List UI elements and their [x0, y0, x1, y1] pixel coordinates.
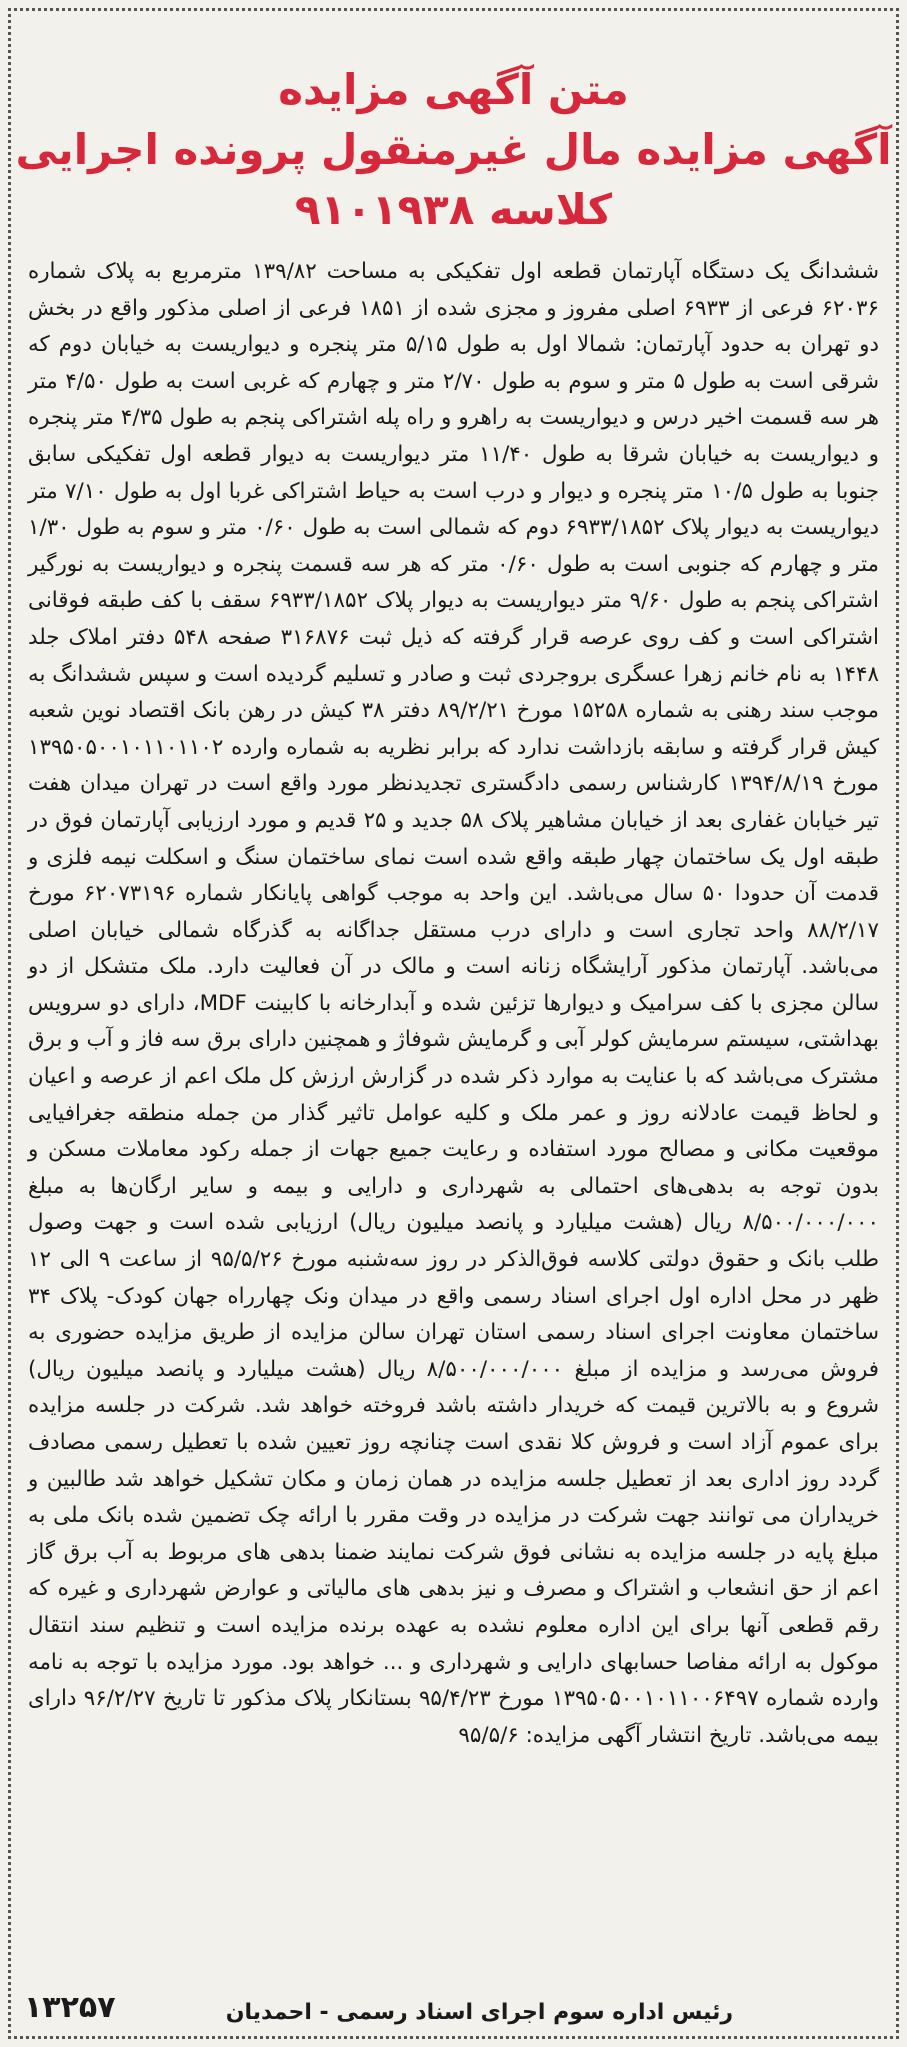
- ad-code: ۱۳۲۵۷: [24, 1990, 116, 2025]
- notice-title: متن آگهی مزایده: [278, 65, 629, 114]
- notice-header: [12, 14, 895, 240]
- signature-line: رئیس اداره سوم اجرای اسناد رسمی - احمدیان: [225, 2000, 733, 2025]
- notice-subtitle: آگهی مزایده مال غیرمنقول پرونده اجرایی: [15, 125, 892, 174]
- notice-footer: [24, 1990, 883, 2025]
- notice-body: ششدانگ یک دستگاه آپارتمان قطعه اول تفکیکی به مساحت ۱۳۹/۸۲ مترمربع به پلاک شماره ۶۲۰۳۶ فرعی از ۶۹۳۳ اصلی مفروز و مجزی شده از ۱۸۵۱ فرعی از اصلی مذکور واقع در بخش دو تهران به حدود آپارتمان: شمالا اول به طول ۵/۱۵ متر پنجره و دیواریست به خیابان دوم که شرقی است به طول ۵ متر و سوم به طول ۲/۷۰ متر و چهارم که غربی است به طول ۴/۵۰ متر هر سه قسمت اخیر درس و دیواریست به راهرو و راه پله اشتراکی پنجم به طول ۴/۳۵ متر پنجره و دیواریست به خیابان شرقا به طول ۱۱/۴۰ متر دیواریست به دیوار قطعه اول تفکیکی سابق جنوبا به طول ۱۰/۵ متر پنجره و دیوار و درب است به حیاط اشتراکی غربا اول به طول ۷/۱۰ متر دیواریست به دیوار پلاک ۶۹۳۳/۱۸۵۲ دوم که شمالی است به طول ۰/۶۰ متر و سوم به طول ۱/۳۰ متر و چهارم که جنوبی است به طول ۰/۶۰ متر که هر سه قسمت پنجره و دیواریست به نورگیر اشتراکی پنجم به طول ۹/۶۰ متر دیواریست به دیوار پلاک ۶۹۳۳/۱۸۵۲ سقف با کف طبقه فوقانی اشتراکی است و کف روی عرصه قرار گرفته که ذیل ثبت ۳۱۶۸۷۶ صفحه ۵۴۸ دفتر املاک جلد ۱۴۴۸ به نام خانم زهرا عسگری بروجردی ثبت و صادر و تسلیم گردیده است و سپس ششدانگ به موجب سند رهنی به شماره ۱۵۲۵۸ مورخ ۸۹/۲/۲۱ دفتر ۳۸ کیش در رهن بانک اقتصاد نوین شعبه کیش قرار گرفته و سابقه بازداشت ندارد که برابر نظریه به شماره وارده ۱۳۹۵۰۵۰۰۱۰۱۱۰۱۱۰۲ مورخ ۱۳۹۴/۸/۱۹ کارشناس رسمی دادگستری تجدیدنظر مورد واقع است در تهران میدان هفت تیر خیابان غفاری بعد از خیابان مشاهیر پلاک ۵۸ جدید و ۲۵ قدیم و مورد ارزیابی آپارتمان فوق در طبقه اول یک ساختمان چهار طبقه واقع شده است نمای ساختمان سنگ و اسکلت نیمه فلزی و قدمت آن حدودا ۵۰ سال می‌باشد. این واحد به موجب گواهی پایانکار شماره ۶۲۰۷۳۱۹۶ مورخ ۸۸/۲/۱۷ واحد تجاری است و دارای درب مستقل جداگانه به گذرگاه شمالی خیابان اصلی می‌باشد. آپارتمان مذکور آرایشگاه زنانه است و مالک در آن فعالیت دارد. ملک متشکل از دو سالن مجزی با کف سرامیک و دیوارها تزئین شده و آبدارخانه با کابینت MDF، دارای دو سرویس بهداشتی، سیستم سرمایش کولر آبی و گرمایش شوفاژ و همچنین دارای برق سه فاز و آب و برق مشترک می‌باشد که با عنایت به موارد ذکر شده در گزارش ارزش کل ملک اعم از عرصه و اعیان و لحاظ قیمت عادلانه روز و عمر ملک و کلیه عوامل تاثیر گذار من جمله منطقه جغرافیایی موقعیت مکانی و مصالح مورد استفاده و رعایت جمیع جهات از جمله رکود معاملات مسکن و بدون توجه به بدهی‌های احتمالی به شهرداری و دارایی و بیمه و سایر ارگان‌ها به مبلغ ۸/۵۰۰/۰۰۰/۰۰۰ ریال (هشت میلیارد و پانصد میلیون ریال) ارزیابی شده است و جهت وصول طلب بانک و حقوق دولتی کلاسه فوق‌الذکر در روز سه‌شنبه مورخ ۹۵/۵/۲۶ از ساعت ۹ الی ۱۲ ظهر در محل اداره اول اجرای اسناد رسمی واقع در میدان ونک چهارراه جهان کودک- پلاک ۳۴ ساختمان معاونت اجرای اسناد رسمی استان تهران سالن مزایده از طریق مزایده حضوری به فروش می‌رسد و مزایده از مبلغ ۸/۵۰۰/۰۰۰/۰۰۰ ریال (هشت میلیارد و پانصد میلیون ریال) شروع و به بالاترین قیمت که خریدار داشته باشد فروخته خواهد شد. شرکت در جلسه مزایده برای عموم آزاد است و فروش کلا نقدی است چنانچه روز تعیین شده با تعطیل رسمی مصادف گردد روز اداری بعد از تعطیل جلسه مزایده در همان زمان و مکان تشکیل خواهد شد طالبین و خریداران می توانند جهت شرکت در مزایده در وقت مقرر با ارائه چک تضمین شده بانک ملی به مبلغ پایه در جلسه مزایده به نشانی فوق شرکت نمایند ضمنا بدهی های مربوط به آب برق گاز اعم از حق انشعاب و اشتراک و مصرف و نیز بدهی های مالیاتی و عوارض شهرداری و غیره که رقم قطعی آنها برای این اداره معلوم نشده به عهده برنده مزایده است و تنظیم سند انتقال موکول به ارائه مفاصا حسابهای دارایی و شهرداری و ... خواهد بود. مورد مزایده با توجه به نامه وارده شماره ۱۳۹۵۰۵۰۰۱۰۱۱۰۰۶۴۹۷ مورخ ۹۵/۴/۲۳ بستانکار پلاک مذکور تا تاریخ ۹۶/۲/۲۷ دارای بیمه می‌باشد. تاریخ انتشار آگهی مزایده: ۹۵/۵/۶: [28, 259, 880, 1748]
- case-number: کلاسه ۹۱۰۱۹۳۸: [294, 185, 613, 234]
